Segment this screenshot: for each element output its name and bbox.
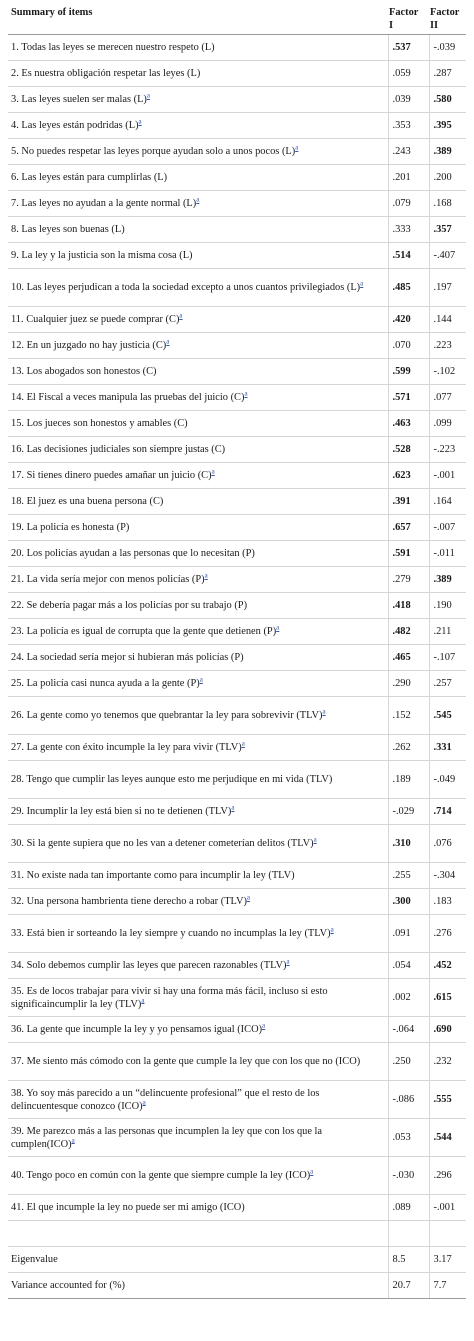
footnote-marker-link[interactable]: a — [322, 707, 326, 716]
table-row — [8, 489, 466, 515]
table-row — [8, 735, 466, 761]
loading-factor-1: .262 — [388, 735, 429, 761]
summary-factor-1: 20.7 — [388, 1273, 429, 1299]
factor-1-header: Factor I — [388, 3, 429, 35]
loading-factor-1: .002 — [388, 979, 429, 1017]
footnote-marker-link[interactable]: a — [313, 835, 317, 844]
footnote-marker-link[interactable]: a — [246, 893, 251, 902]
item-label: 33. Está bien ir sorteando la ley siempre y cuando no incumplas la ley (TLV) — [11, 928, 331, 939]
loading-factor-1: .623 — [388, 463, 429, 489]
footnote-marker-link[interactable]: a — [262, 1021, 266, 1030]
table-row — [8, 889, 466, 915]
loading-factor-1: .391 — [388, 489, 429, 515]
loading-factor-1: .290 — [388, 671, 429, 697]
item-text — [8, 489, 388, 515]
item-label: 8. Las leyes son buenas (L) — [11, 224, 125, 235]
item-text — [8, 1157, 388, 1195]
loading-factor-1: .039 — [388, 87, 429, 113]
loading-factor-2: -.107 — [429, 645, 466, 671]
table-row — [8, 863, 466, 889]
item-label: 29. Incumplir la ley está bien si no te detienen (TLV) — [11, 806, 232, 817]
loading-factor-2: .168 — [429, 191, 466, 217]
item-text — [8, 619, 388, 645]
loading-factor-2: .197 — [429, 269, 466, 307]
footnote-marker-link[interactable]: a — [141, 996, 145, 1005]
loading-factor-2: -.223 — [429, 437, 466, 463]
table-row — [8, 593, 466, 619]
loading-factor-2: -.049 — [429, 761, 466, 799]
item-text — [8, 61, 388, 87]
table-row — [8, 1017, 466, 1043]
loading-factor-1: .079 — [388, 191, 429, 217]
table-row — [8, 1043, 466, 1081]
table-row — [8, 139, 466, 165]
loading-factor-2: .183 — [429, 889, 466, 915]
empty-cell — [8, 1221, 388, 1247]
loading-factor-1: .243 — [388, 139, 429, 165]
footnote-marker-link[interactable]: a — [146, 91, 151, 100]
item-label: 39. Me parezco más a las personas que incumplen la ley que con los que la cumplen(ICO) — [11, 1125, 323, 1150]
item-label: 6. Las leyes están para cumplirlas (L) — [11, 172, 168, 183]
loading-factor-1: .310 — [388, 825, 429, 863]
item-text — [8, 165, 388, 191]
loading-factor-2: .276 — [429, 915, 466, 953]
item-text — [8, 953, 388, 979]
item-text — [8, 593, 388, 619]
item-text — [8, 87, 388, 113]
item-text — [8, 1195, 388, 1221]
factor-2-header: Factor II — [429, 3, 466, 35]
table-row — [8, 541, 466, 567]
loading-factor-1: -.086 — [388, 1081, 429, 1119]
loading-factor-1: .333 — [388, 217, 429, 243]
table-row — [8, 1195, 466, 1221]
item-label: 19. La policía es honesta (P) — [11, 522, 130, 533]
footnote-marker-link[interactable]: a — [310, 1167, 314, 1176]
item-text — [8, 1081, 388, 1119]
item-label: 32. Una persona hambrienta tiene derecho a robar (TLV) — [11, 896, 247, 907]
footnote-marker-link[interactable]: a — [211, 467, 215, 476]
item-label: 21. La vida sería mejor con menos policías (P) — [11, 574, 205, 585]
item-label: 20. Los policías ayudan a las personas que lo necesitan (P) — [11, 548, 255, 559]
item-label: 2. Es nuestra obligación respetar las leyes (L) — [11, 68, 201, 79]
loading-factor-1: .054 — [388, 953, 429, 979]
loading-factor-2: .615 — [429, 979, 466, 1017]
loading-factor-2: .099 — [429, 411, 466, 437]
item-label: 36. La gente que incumple la ley y yo pensamos igual (ICO) — [11, 1024, 263, 1035]
loading-factor-1: .279 — [388, 567, 429, 593]
loading-factor-1: .201 — [388, 165, 429, 191]
loading-factor-2: .357 — [429, 217, 466, 243]
loading-factor-2: .211 — [429, 619, 466, 645]
footnote-marker-link[interactable]: a — [166, 337, 170, 346]
item-label: 4. Las leyes están podridas (L) — [11, 120, 139, 131]
table-row — [8, 35, 466, 61]
item-text — [8, 567, 388, 593]
loading-factor-2: -.011 — [429, 541, 466, 567]
item-label: 12. En un juzgado no hay justicia (C) — [11, 340, 167, 351]
table-row — [8, 515, 466, 541]
item-text — [8, 863, 388, 889]
loading-factor-2: -.102 — [429, 359, 466, 385]
loading-factor-2: .331 — [429, 735, 466, 761]
item-text — [8, 217, 388, 243]
item-text — [8, 359, 388, 385]
item-label: 16. Las decisiones judiciales son siempre justas (C) — [11, 444, 226, 455]
table-row — [8, 463, 466, 489]
item-label: 24. La sociedad sería mejor si hubieran más policías (P) — [11, 652, 244, 663]
summary-row — [8, 1247, 466, 1273]
item-text — [8, 411, 388, 437]
table-row — [8, 761, 466, 799]
loading-factor-2: .389 — [429, 567, 466, 593]
item-text — [8, 113, 388, 139]
loading-factor-2: .714 — [429, 799, 466, 825]
item-text — [8, 1119, 388, 1157]
table-row — [8, 269, 466, 307]
table-row — [8, 61, 466, 87]
footnote-marker-link[interactable]: a — [231, 803, 235, 812]
loading-factor-2: .257 — [429, 671, 466, 697]
item-label: 30. Si la gente supiera que no les van a detener cometerían delitos (TLV) — [11, 838, 314, 849]
loading-factor-1: .189 — [388, 761, 429, 799]
loading-factor-1: .070 — [388, 333, 429, 359]
item-text — [8, 735, 388, 761]
loading-factor-2: -.407 — [429, 243, 466, 269]
loading-factor-2: .287 — [429, 61, 466, 87]
item-label: 7. Las leyes no ayudan a la gente normal (L) — [11, 198, 197, 209]
table-row — [8, 979, 466, 1017]
item-label: 25. La policía casi nunca ayuda a la gente (P) — [11, 678, 200, 689]
item-label: 41. El que incumple la ley no puede ser mi amigo (ICO) — [11, 1202, 245, 1213]
item-label: 14. El Fiscal a veces manipula las pruebas del juicio (C) — [11, 392, 245, 403]
item-text — [8, 979, 388, 1017]
footnote-marker-link[interactable]: a — [241, 739, 245, 748]
loading-factor-1: -.029 — [388, 799, 429, 825]
footnote-marker-link[interactable]: a — [179, 311, 183, 320]
table-row — [8, 437, 466, 463]
item-label: 5. No puedes respetar las leyes porque ayudan solo a unos pocos (L) — [11, 146, 296, 157]
item-label: 27. La gente con éxito incumple la ley para vivir (TLV) — [11, 742, 242, 753]
loading-factor-2: .555 — [429, 1081, 466, 1119]
item-text — [8, 191, 388, 217]
item-text — [8, 889, 388, 915]
table-row — [8, 1081, 466, 1119]
loading-factor-1: .657 — [388, 515, 429, 541]
loading-factor-1: .514 — [388, 243, 429, 269]
footnote-marker-link[interactable]: a — [295, 143, 299, 152]
loading-factor-2: .389 — [429, 139, 466, 165]
loading-factor-1: .571 — [388, 385, 429, 411]
loading-factor-1: .091 — [388, 915, 429, 953]
item-text — [8, 915, 388, 953]
table-row — [8, 825, 466, 863]
table-row — [8, 191, 466, 217]
loading-factor-2: .077 — [429, 385, 466, 411]
loading-factor-1: .482 — [388, 619, 429, 645]
item-text — [8, 307, 388, 333]
loading-factor-1: .059 — [388, 61, 429, 87]
loading-factor-2: .544 — [429, 1119, 466, 1157]
loading-factor-1: .599 — [388, 359, 429, 385]
table-row — [8, 217, 466, 243]
summary-factor-1: 8.5 — [388, 1247, 429, 1273]
item-text — [8, 269, 388, 307]
summary-header: Summary of items — [8, 3, 388, 35]
item-text — [8, 437, 388, 463]
loading-factor-1: .537 — [388, 35, 429, 61]
item-label: 3. Las leyes suelen ser malas (L) — [11, 94, 147, 105]
table-row — [8, 619, 466, 645]
loading-factor-2: -.304 — [429, 863, 466, 889]
header-row — [8, 3, 466, 35]
table-row — [8, 1157, 466, 1195]
loading-factor-2: -.001 — [429, 463, 466, 489]
table-row — [8, 697, 466, 735]
empty-cell — [388, 1221, 429, 1247]
loading-factor-1: -.064 — [388, 1017, 429, 1043]
item-text — [8, 825, 388, 863]
item-label: 18. El juez es una buena persona (C) — [11, 496, 164, 507]
footnote-marker-link[interactable]: a — [286, 957, 290, 966]
footnote-marker-link[interactable]: a — [204, 571, 208, 580]
footnote-marker-link[interactable]: a — [142, 1098, 146, 1107]
factor-loadings-table — [8, 3, 466, 1299]
loading-factor-2: .076 — [429, 825, 466, 863]
loading-factor-2: .690 — [429, 1017, 466, 1043]
table-row — [8, 307, 466, 333]
summary-label: Eigenvalue — [8, 1247, 388, 1273]
summary-factor-2: 7.7 — [429, 1273, 466, 1299]
table-row — [8, 645, 466, 671]
loading-factor-2: .580 — [429, 87, 466, 113]
loading-factor-2: .223 — [429, 333, 466, 359]
loading-factor-1: .089 — [388, 1195, 429, 1221]
loading-factor-1: .485 — [388, 269, 429, 307]
loading-factor-2: -.007 — [429, 515, 466, 541]
summary-row — [8, 1273, 466, 1299]
item-label: 34. Solo debemos cumplir las leyes que parecen razonables (TLV) — [11, 960, 287, 971]
loading-factor-2: -.039 — [429, 35, 466, 61]
item-label: 26. La gente como yo tenemos que quebrantar la ley para sobrevivir (TLV) — [11, 710, 323, 721]
item-text — [8, 515, 388, 541]
footnote-marker-link[interactable]: a — [276, 623, 280, 632]
table-row — [8, 333, 466, 359]
item-label: 31. No existe nada tan importante como para incumplir la ley (TLV) — [11, 870, 295, 881]
item-text — [8, 35, 388, 61]
item-label: 28. Tengo que cumplir las leyes aunque esto me perjudique en mi vida (TLV) — [11, 774, 333, 785]
footnote-marker-link[interactable]: a — [71, 1136, 75, 1145]
loading-factor-2: .164 — [429, 489, 466, 515]
loading-factor-1: .152 — [388, 697, 429, 735]
item-label: 37. Me siento más cómodo con la gente que cumple la ley que con los que no (ICO) — [11, 1056, 361, 1067]
item-label: 11. Cualquier juez se puede comprar (C) — [11, 314, 180, 325]
item-text — [8, 671, 388, 697]
item-text — [8, 139, 388, 165]
loading-factor-1: .418 — [388, 593, 429, 619]
item-label: 38. Yo soy más parecido a un “delincuente profesional” que el resto de los delincuentesque conozco (ICO) — [11, 1087, 320, 1112]
loading-factor-1: .591 — [388, 541, 429, 567]
summary-factor-2: 3.17 — [429, 1247, 466, 1273]
loading-factor-1: .053 — [388, 1119, 429, 1157]
summary-label: Variance accounted for (%) — [8, 1273, 388, 1299]
footnote-marker-link[interactable]: a — [330, 925, 334, 934]
loading-factor-1: .250 — [388, 1043, 429, 1081]
item-text — [8, 761, 388, 799]
loading-factor-2: .395 — [429, 113, 466, 139]
table-row — [8, 953, 466, 979]
table-row — [8, 567, 466, 593]
loading-factor-1: .465 — [388, 645, 429, 671]
loading-factor-1: .300 — [388, 889, 429, 915]
loading-factor-2: .296 — [429, 1157, 466, 1195]
table-row — [8, 385, 466, 411]
footnote-marker-link[interactable]: a — [199, 675, 203, 684]
item-label: 10. Las leyes perjudican a toda la sociedad excepto a unos cuantos privilegiados (L) — [11, 282, 361, 293]
item-text — [8, 799, 388, 825]
item-text — [8, 697, 388, 735]
item-label: 13. Los abogados son honestos (C) — [11, 366, 157, 377]
table-row — [8, 165, 466, 191]
loading-factor-1: .353 — [388, 113, 429, 139]
loading-factor-1: .420 — [388, 307, 429, 333]
loading-factor-2: .144 — [429, 307, 466, 333]
empty-cell — [429, 1221, 466, 1247]
loading-factor-1: -.030 — [388, 1157, 429, 1195]
item-label: 40. Tengo poco en común con la gente que siempre cumple la ley (ICO) — [11, 1170, 311, 1181]
loading-factor-1: .255 — [388, 863, 429, 889]
item-label: 35. Es de locos trabajar para vivir si hay una forma más fácil, incluso si esto significaincumplir la ley (TLV) — [11, 985, 328, 1010]
item-text — [8, 333, 388, 359]
table-row — [8, 671, 466, 697]
table-row — [8, 359, 466, 385]
loading-factor-2: .545 — [429, 697, 466, 735]
table-row — [8, 915, 466, 953]
item-text — [8, 243, 388, 269]
loading-factor-2: .190 — [429, 593, 466, 619]
item-text — [8, 645, 388, 671]
item-label: 15. Los jueces son honestos y amables (C) — [11, 418, 188, 429]
item-label: 22. Se debería pagar más a los policías por su trabajo (P) — [11, 600, 248, 611]
footnote-marker-link[interactable]: a — [138, 117, 142, 126]
loading-factor-1: .463 — [388, 411, 429, 437]
item-text — [8, 541, 388, 567]
item-text — [8, 385, 388, 411]
item-label: 1. Todas las leyes se merecen nuestro respeto (L) — [11, 42, 215, 53]
spacer-row — [8, 1221, 466, 1247]
item-label: 23. La policía es igual de corrupta que la gente que detienen (P) — [11, 626, 277, 637]
footnote-marker-link[interactable]: a — [196, 195, 200, 204]
table-row — [8, 1119, 466, 1157]
loading-factor-2: .200 — [429, 165, 466, 191]
footnote-marker-link[interactable]: a — [360, 279, 364, 288]
item-text — [8, 1043, 388, 1081]
item-text — [8, 463, 388, 489]
table-row — [8, 799, 466, 825]
table-row — [8, 243, 466, 269]
loading-factor-1: .528 — [388, 437, 429, 463]
item-label: 17. Si tienes dinero puedes amañar un juicio (C) — [11, 470, 212, 481]
table-row — [8, 113, 466, 139]
loading-factor-2: .232 — [429, 1043, 466, 1081]
item-text — [8, 1017, 388, 1043]
table-row — [8, 87, 466, 113]
item-label: 9. La ley y la justicia son la misma cosa (L) — [11, 250, 193, 261]
footnote-marker-link[interactable]: a — [244, 389, 248, 398]
table-row — [8, 411, 466, 437]
loading-factor-2: -.001 — [429, 1195, 466, 1221]
loading-factor-2: .452 — [429, 953, 466, 979]
